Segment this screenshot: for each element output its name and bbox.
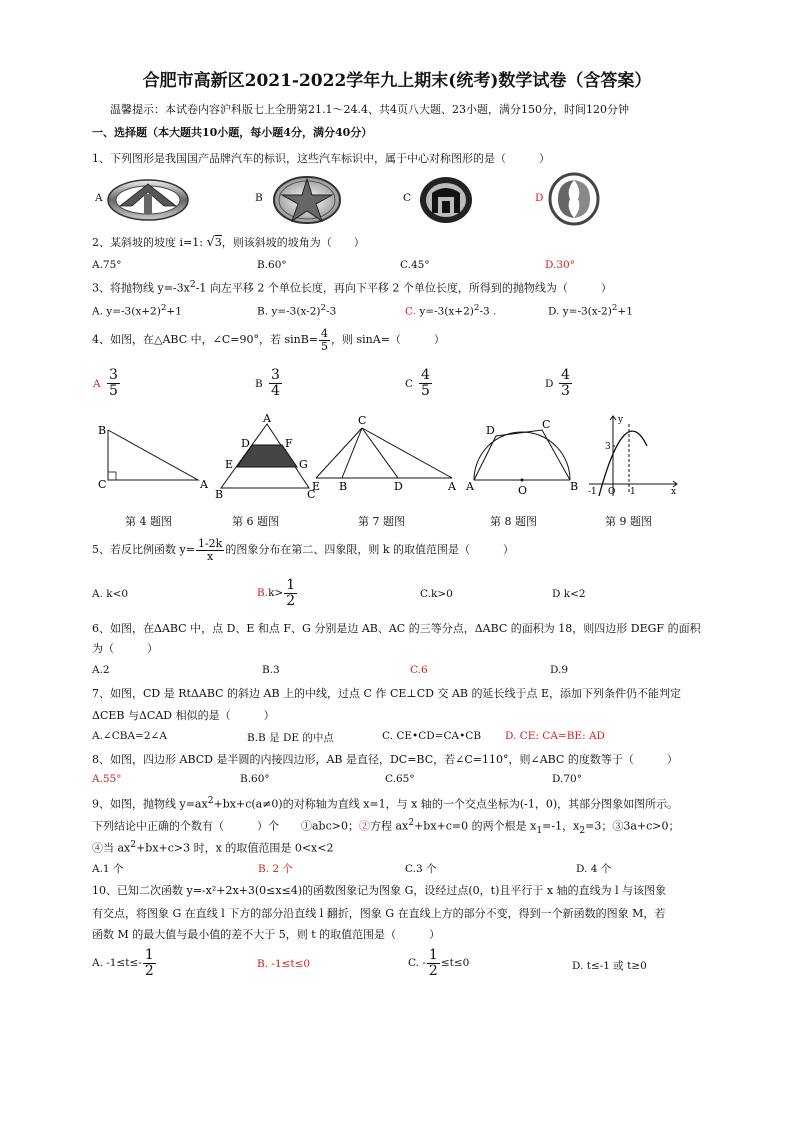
q4-option-b-num: 3 (271, 367, 280, 383)
q4-option-d-letter: D (545, 378, 554, 390)
q9-line1-exp: 2 (207, 795, 214, 806)
q9-option-a: A.1 个 (92, 863, 124, 875)
q9-line1-part1: 9、如图，抛物线 y=ax (92, 797, 208, 811)
fig9-label-o: O (608, 487, 616, 497)
q9-line3-part2: +bx+c>3 时，x 的取值范围是 0<x<2 (136, 841, 334, 855)
q4-option-a-letter: A (93, 378, 101, 390)
q9-option-c: C.3 个 (405, 863, 437, 875)
q4-option-a-num: 3 (109, 367, 118, 383)
caption-fig7: 第 7 题图 (358, 515, 405, 528)
fig6-label-f: F (285, 437, 293, 450)
q9-line3-part1: ④当 ax (92, 841, 131, 855)
fig8-label-o: O (518, 484, 528, 497)
q9-line2-circled: ② (358, 819, 370, 833)
q2-root-value: 3 (214, 236, 222, 249)
fig4-label-c: C (98, 478, 107, 491)
q4-sinb-num: 4 (321, 327, 328, 340)
fig9-label-neg1: -1 (588, 487, 597, 497)
q3-option-c-exp: 2 (473, 303, 480, 313)
q9-line2-part2: 方程 ax (369, 819, 409, 833)
q8-stem: 8、如图，四边形 ABCD 是半圆的内接四边形，AB 是直径，DC=BC，若∠C=110°，则∠ABC 的度数等于（ ） (92, 753, 678, 766)
caption-fig4: 第 4 题图 (125, 515, 172, 528)
q4-option-b-letter: B (255, 378, 263, 390)
q3-option-d-exp: 2 (611, 303, 618, 313)
fig8-label-a: A (466, 480, 474, 493)
q3-option-c-text: y=-3(x+2) (416, 305, 474, 318)
q3-option-d-text: D. y=-3(x-2) (548, 305, 612, 318)
q9-line2-part4: =-1，x (542, 819, 580, 833)
q4-option-a-fraction (107, 368, 120, 398)
chery-logo-icon (106, 178, 190, 222)
q4-option-c-fraction (419, 368, 432, 398)
q1-option-b-label: B (255, 192, 263, 204)
q10-option-a-fraction (143, 948, 156, 978)
fig9-label-y: y (618, 415, 624, 425)
q9-line2-part5: =3；③3a+c>0； (585, 819, 680, 833)
q8-option-a: A.55° (92, 773, 122, 785)
q3-option-c (405, 303, 496, 318)
page-title: 合肥市高新区2021-2022学年九上期末(统考)数学试卷（含答案） (142, 71, 652, 91)
q5-stem-part2: 的图象分布在第二、四象限，则 k 的取值范围是（ ） (225, 543, 514, 557)
q3-option-b-exp: 2 (320, 303, 327, 313)
q5-option-b-text: k> (268, 587, 284, 600)
q1-stem: 1、下列图形是我国国产品牌汽车的标识，这些汽车标识中，属于中心对称图形的是（ ） (92, 152, 550, 165)
fig8-label-d: D (486, 424, 495, 437)
fig4-label-b: B (98, 424, 107, 437)
fig7-label-c: C (358, 414, 367, 427)
q2-stem (92, 234, 365, 250)
fig6-label-e: E (225, 458, 234, 471)
q4-option-d-den: 3 (561, 382, 570, 399)
q9-line2-exp: 2 (408, 817, 415, 828)
figure-q9-parabola (585, 410, 681, 500)
q9-line1-part2: +bx+c(a≠0)的对称轴为直线 x=1，与 x 轴的一个交点坐标为(-1，0)，其部分图象如图所示。 (213, 797, 679, 811)
fig8-label-b: B (570, 480, 579, 493)
q3-option-c-tail: -3 . (479, 305, 497, 318)
fig9-label-x: x (671, 487, 677, 497)
q3-stem-part2: -1 向左平移 2 个单位长度，再向下平移 2 个单位长度，所得到的抛物线为（ ） (195, 281, 612, 295)
q10-stem-line3: 函数 M 的最大值与最小值的差不大于 5，则 t 的取值范围是（ ） (92, 928, 441, 941)
exam-tip: 温馨提示：本试卷内容沪科版七上全册第21.1～24.4、共4页八大题、23小题，满分150分，时间120分钟 (110, 103, 629, 116)
fig7-label-e: E (312, 480, 321, 492)
q10-stem-line1: 10、已知二次函数 y=-x²+2x+3(0≤x≤4)的函数图象记为图象 G，设经过点(0，t)且平行于 x 轴的直线为 l 与该图象 (92, 884, 667, 897)
q4-option-b-fraction (269, 368, 282, 398)
q10-option-d: D. t≤-1 或 t≥0 (572, 960, 647, 972)
figure-q8-semicircle (466, 414, 580, 500)
jac-star-logo-icon (272, 175, 342, 225)
q5-function-fraction (196, 538, 224, 562)
q10-stem-line2: 有交点，将图象 G 在直线 l 下方的部分沿直线 l 翻折，图象 G 在直线上方的部分不变，得到一个新函数的图象 M，若 (92, 907, 666, 920)
q7-option-b: B.B 是 DE 的中点 (247, 732, 334, 744)
q7-option-a: A.∠CBA=2∠A (92, 730, 167, 742)
q10-option-c-num: 1 (428, 947, 438, 963)
q3-option-d-tail: +1 (617, 305, 633, 318)
q2-option-d: D.30° (545, 259, 575, 271)
q4-sinb-fraction (319, 328, 330, 352)
q3-option-a-text: A. y=-3(x+2) (92, 305, 161, 318)
q6-option-c: C.6 (410, 664, 428, 676)
fig4-label-a: A (200, 478, 208, 491)
q3-option-b-tail: -3 (326, 305, 337, 318)
q9-line2-part1: 下列结论中正确的个数有（ ）个 ①abc>0； (92, 819, 359, 833)
q2-option-c: C.45° (400, 259, 430, 271)
q7-option-c: C. CE•CD=CA•CB (382, 730, 482, 742)
q7-stem-line2: ΔCEB 与ΔCAD 相似的是（ ） (92, 709, 275, 722)
q5-func-num: 1-2k (197, 537, 223, 550)
q9-line3-exp: 2 (130, 839, 137, 850)
q9-stem-line3 (92, 839, 333, 856)
q4-option-c-letter: C (405, 378, 414, 390)
q10-option-c-den: 2 (428, 962, 438, 979)
fig7-label-a: A (448, 480, 456, 492)
q4-option-c-num: 4 (421, 367, 430, 383)
q10-option-c-fraction (427, 948, 440, 978)
q5-option-a: A. k<0 (92, 588, 129, 600)
q2-stem-part2: ，则该斜坡的坡角为（ ） (221, 236, 365, 249)
q10-option-a-text: A. -1≤t≤- (92, 957, 142, 970)
q6-stem-line2: 为（ ） (92, 642, 158, 655)
q6-option-b: B.3 (262, 664, 280, 676)
q4-sinb-den: 5 (321, 339, 328, 353)
geely-logo-icon (418, 175, 474, 225)
figure-q7-triangle (310, 412, 460, 492)
q4-stem (92, 328, 445, 352)
section-heading: 一、选择题（本大题共10小题，每小题4分，满分40分） (92, 126, 373, 139)
q2-option-b: B.60° (257, 259, 287, 271)
q6-option-d: D.9 (550, 664, 569, 676)
q10-option-a-num: 1 (144, 947, 154, 963)
caption-fig6: 第 6 题图 (232, 515, 279, 528)
q10-option-a (92, 948, 157, 978)
q6-option-a: A.2 (92, 664, 110, 676)
sqrt-sign-icon: √ (206, 235, 215, 250)
q4-option-b-den: 4 (271, 382, 280, 399)
fig6-label-d: D (241, 437, 250, 450)
q5-option-d: D k<2 (552, 588, 586, 600)
q8-option-b: B.60° (240, 773, 270, 785)
fig6-label-b: B (215, 488, 224, 500)
q3-option-a-tail: +1 (166, 305, 182, 318)
q5-option-b-num: 1 (286, 577, 296, 593)
q6-stem-line1: 6、如图，在ΔABC 中，点 D、E 和点 F、G 分别是边 AB、AC 的三等分点，ΔABC 的面积为 18，则四边形 DEGF 的面积 (92, 622, 701, 635)
q10-option-c (408, 948, 469, 978)
q1-option-c-label: C (403, 192, 412, 204)
q3-option-a (92, 303, 182, 318)
q5-option-c: C.k>0 (420, 588, 453, 600)
fig7-label-b: B (339, 480, 348, 492)
q9-option-b: B. 2 个 (258, 863, 293, 875)
q10-option-a-den: 2 (144, 962, 154, 979)
q5-stem (92, 538, 514, 562)
q3-stem (92, 279, 612, 296)
q3-option-d (548, 303, 633, 318)
q10-option-b: B. -1≤t≤0 (257, 958, 311, 970)
q10-option-c-text: C. - (408, 957, 426, 970)
q2-stem-part1: 2、某斜坡的坡度 i=1: (92, 236, 207, 249)
figure-q4-right-triangle (90, 410, 210, 500)
q1-option-a-label: A (95, 192, 103, 204)
q4-option-d-num: 4 (561, 367, 570, 383)
q3-exponent: 2 (189, 279, 196, 290)
q9-sub-2: 2 (579, 824, 586, 836)
q9-stem-line2 (92, 817, 680, 836)
q5-option-b-fraction (284, 578, 297, 608)
q7-option-d: D. CE: CA=BE: AD (505, 730, 605, 742)
fig6-label-c: C (307, 488, 315, 500)
fig9-label-3: 3 (605, 442, 611, 452)
q3-option-c-letter: C. (405, 305, 416, 318)
q4-option-a-den: 5 (109, 382, 118, 399)
fig9-label-1: 1 (630, 487, 636, 497)
q9-sub-1: 1 (536, 824, 543, 836)
q4-option-c-den: 5 (421, 382, 430, 399)
q3-option-b-text: B. y=-3(x-2) (257, 305, 321, 318)
fig6-label-g: G (299, 458, 308, 471)
caption-fig9: 第 9 题图 (605, 515, 652, 528)
q9-stem-line1 (92, 795, 678, 812)
q3-option-a-exp: 2 (160, 303, 167, 313)
fig7-label-d: D (394, 480, 403, 492)
q4-stem-part2: ，则 sinA=（ ） (331, 333, 445, 347)
fig8-label-c: C (542, 418, 551, 431)
figure-q6-triangle (215, 410, 315, 500)
q2-option-a: A.75° (92, 259, 122, 271)
q9-line2-part3: +bx+c=0 的两个根是 x (414, 819, 537, 833)
q4-option-d-fraction (559, 368, 572, 398)
q5-stem-part1: 5、若反比例函数 y= (92, 543, 195, 557)
q8-option-c: C.65° (385, 773, 415, 785)
q5-option-b (257, 578, 298, 608)
q5-option-b-den: 2 (286, 592, 296, 609)
q5-option-b-letter: B. (257, 587, 269, 600)
q1-option-d-label: D (535, 192, 544, 204)
q10-option-c-tail: ≤t≤0 (440, 957, 470, 970)
q7-stem-line1: 7、如图，CD 是 RtΔABC 的斜边 AB 上的中线，过点 C 作 CE⊥CD 交 AB 的延长线于点 E，添加下列条件仍不能判定 (92, 687, 682, 700)
fig6-label-a: A (263, 412, 271, 425)
q9-option-d: D. 4 个 (576, 863, 612, 875)
q8-option-d: D.70° (552, 773, 582, 785)
q5-func-den: x (207, 549, 214, 563)
q3-stem-part1: 3、将抛物线 y=-3x (92, 281, 190, 295)
q3-option-b (257, 303, 336, 318)
dongfeng-logo-icon (548, 172, 600, 226)
caption-fig8: 第 8 题图 (490, 515, 537, 528)
q4-stem-part1: 4、如图，在△ABC 中，∠C=90°，若 sinB= (92, 333, 318, 347)
